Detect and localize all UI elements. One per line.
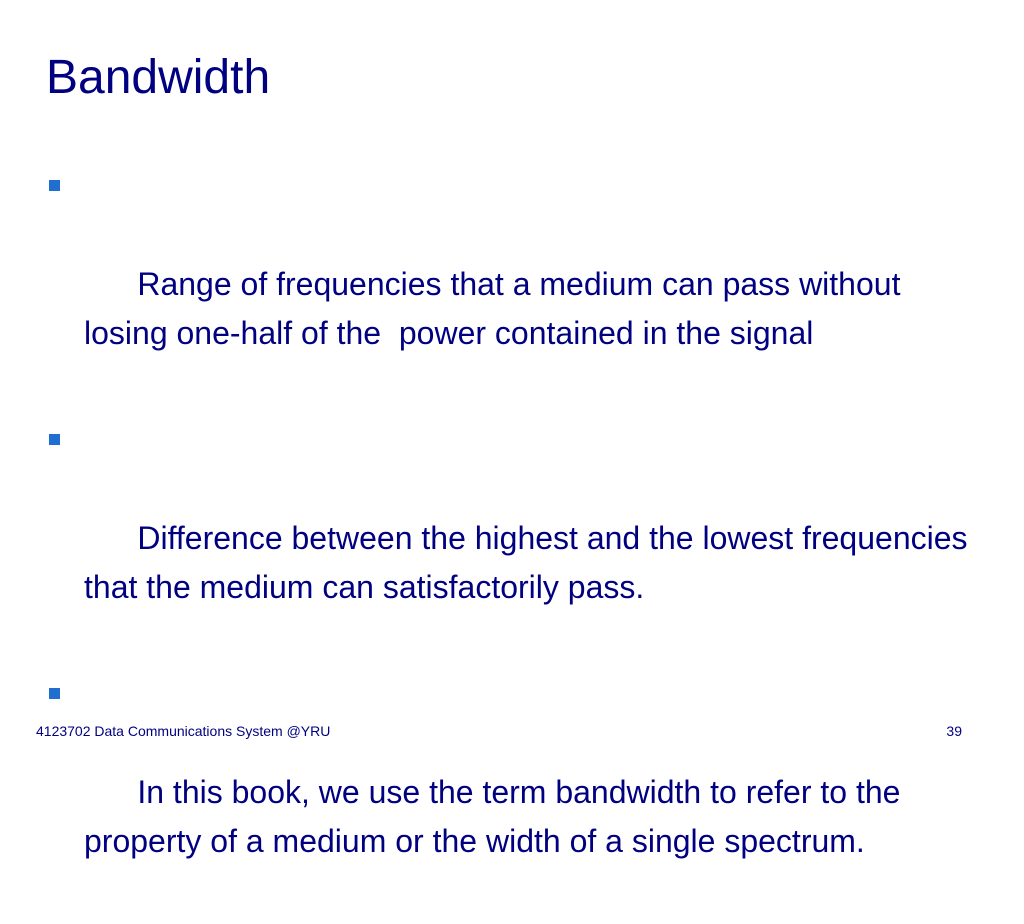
bullet-list bbox=[46, 162, 986, 924]
square-bullet-icon bbox=[49, 688, 60, 699]
bullet-item bbox=[46, 416, 986, 661]
bullet-text: Difference between the highest and the lowest frequencies that the medium can satisfactorily pass. bbox=[84, 520, 977, 605]
bullet-item bbox=[46, 162, 986, 407]
bullet-item bbox=[46, 670, 986, 915]
bullet-text: In this book, we use the term bandwidth to refer to the property of a medium or the width of a single spectrum. bbox=[84, 774, 910, 859]
square-bullet-icon bbox=[49, 180, 60, 191]
footer-course-label: 4123702 Data Communications System @YRU bbox=[36, 723, 331, 739]
bullet-text: Range of frequencies that a medium can pass without losing one-half of the power contained in the signal bbox=[84, 266, 910, 351]
slide-title: Bandwidth bbox=[46, 51, 271, 104]
slide-page-number: 39 bbox=[946, 723, 962, 739]
square-bullet-icon bbox=[49, 434, 60, 445]
